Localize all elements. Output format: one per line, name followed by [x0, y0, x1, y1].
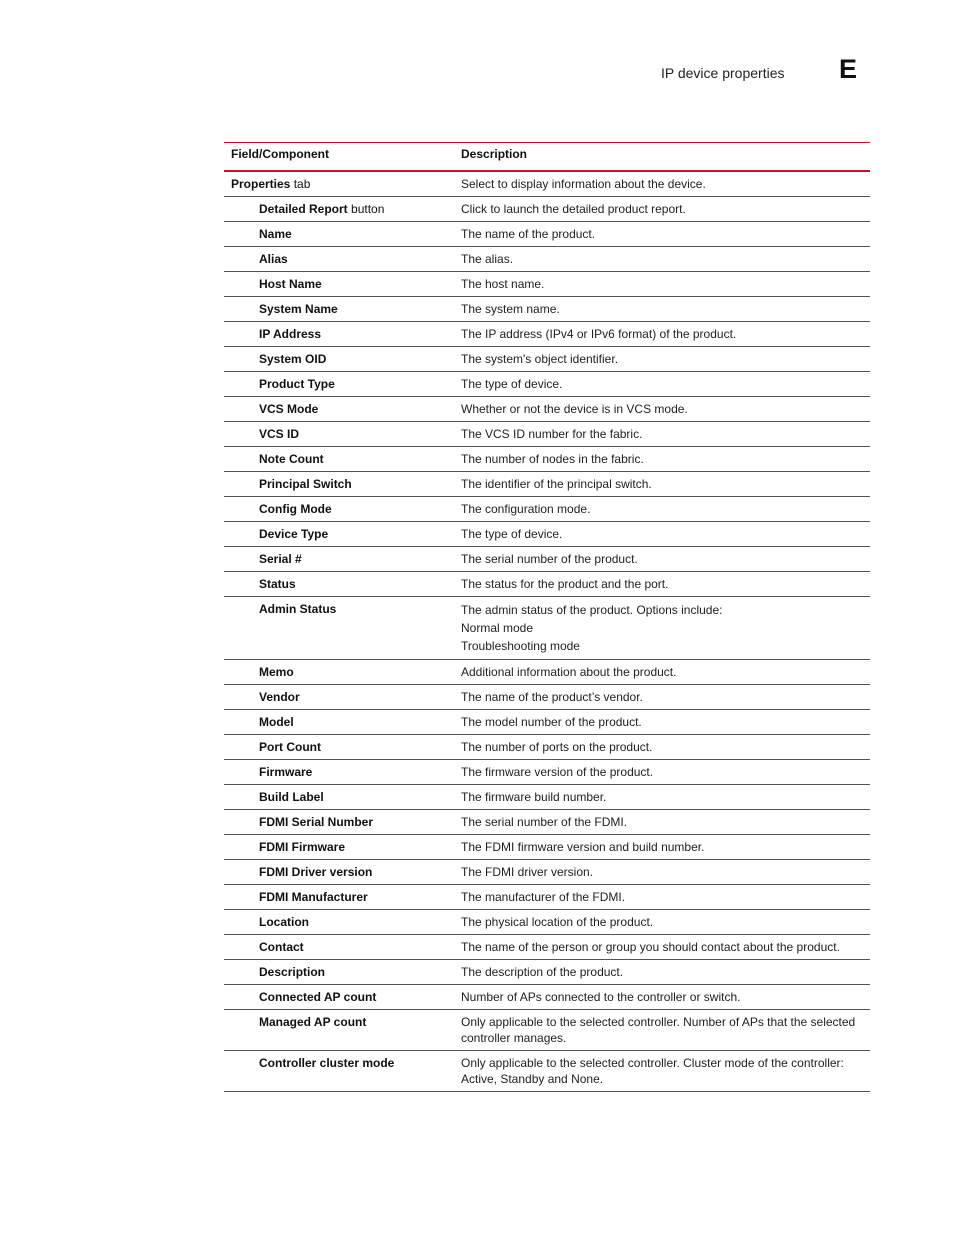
field-name: Note Count — [259, 452, 324, 466]
table-row — [224, 197, 870, 222]
table-row — [224, 660, 870, 685]
field-cell — [224, 885, 454, 909]
field-cell — [224, 247, 454, 271]
description-text: The identifier of the principal switch. — [461, 477, 652, 491]
description-cell — [454, 985, 870, 1009]
description-text: Click to launch the detailed product report. — [461, 202, 686, 216]
column-header-description: Description — [461, 147, 528, 161]
table-row — [224, 522, 870, 547]
field-name: Port Count — [259, 740, 321, 754]
description-cell — [454, 1051, 870, 1091]
description-cell — [454, 497, 870, 521]
field-name: System OID — [259, 352, 327, 366]
table-row — [224, 272, 870, 297]
table-row — [224, 422, 870, 447]
field-name: Serial # — [259, 552, 302, 566]
description-text: The alias. — [461, 252, 514, 266]
field-cell — [224, 297, 454, 321]
description-text: The configuration mode. — [461, 502, 591, 516]
description-text: The serial number of the product. — [461, 552, 638, 566]
field-name: Managed AP count — [259, 1015, 367, 1029]
table-row — [224, 497, 870, 522]
description-cell — [454, 247, 870, 271]
field-cell — [224, 422, 454, 446]
description-cell — [454, 935, 870, 959]
description-cell — [454, 885, 870, 909]
description-cell — [454, 760, 870, 784]
description-text: The name of the product’s vendor. — [461, 690, 643, 704]
description-text: The description of the product. — [461, 965, 624, 979]
properties-table — [224, 142, 870, 1092]
description-text: The system's object identifier. — [461, 352, 619, 366]
field-cell — [224, 785, 454, 809]
description-text: The manufacturer of the FDMI. — [461, 890, 626, 904]
field-name: Location — [259, 915, 309, 929]
description-cell — [454, 197, 870, 221]
field-cell — [224, 810, 454, 834]
field-cell — [224, 910, 454, 934]
description-text: Number of APs connected to the controller or switch. — [461, 990, 741, 1004]
field-name: Connected AP count — [259, 990, 377, 1004]
description-cell — [454, 397, 870, 421]
field-name: Config Mode — [259, 502, 332, 516]
field-cell — [224, 497, 454, 521]
description-cell — [454, 422, 870, 446]
field-cell — [224, 197, 454, 221]
description-cell — [454, 910, 870, 934]
description-text: Only applicable to the selected controller. Number of APs that the selected controller manages. — [461, 1015, 856, 1045]
table-row — [224, 372, 870, 397]
field-cell — [224, 322, 454, 346]
description-cell — [454, 597, 870, 659]
table-row — [224, 960, 870, 985]
table-row — [224, 735, 870, 760]
section-title: IP device properties — [661, 65, 785, 81]
field-name: Product Type — [259, 377, 335, 391]
description-cell — [454, 547, 870, 571]
description-text: The admin status of the product. Options include: — [461, 603, 723, 617]
table-row — [224, 885, 870, 910]
field-cell — [224, 960, 454, 984]
description-text: The host name. — [461, 277, 545, 291]
table-row — [224, 1010, 870, 1051]
field-cell — [224, 685, 454, 709]
field-name: Description — [259, 965, 326, 979]
description-text: The serial number of the FDMI. — [461, 815, 628, 829]
field-name: FDMI Driver version — [259, 865, 373, 879]
field-name: Properties — [231, 177, 291, 191]
field-cell — [224, 760, 454, 784]
field-type: button — [347, 202, 385, 216]
table-row — [224, 547, 870, 572]
field-cell — [224, 372, 454, 396]
field-name: IP Address — [259, 327, 322, 341]
description-cell — [454, 322, 870, 346]
field-name: FDMI Serial Number — [259, 815, 374, 829]
table-row — [224, 835, 870, 860]
description-cell — [454, 522, 870, 546]
table-header — [224, 143, 870, 172]
field-cell — [224, 660, 454, 684]
description-cell — [454, 785, 870, 809]
appendix-letter: E — [839, 54, 858, 84]
description-text: The system name. — [461, 302, 560, 316]
description-text: The FDMI driver version. — [461, 865, 594, 879]
description-cell — [454, 1010, 870, 1050]
description-text: The number of nodes in the fabric. — [461, 452, 644, 466]
field-name: Build Label — [259, 790, 324, 804]
field-name: Host Name — [259, 277, 322, 291]
field-cell — [224, 447, 454, 471]
description-cell — [454, 272, 870, 296]
table-row — [224, 785, 870, 810]
description-text: Only applicable to the selected controller. Cluster mode of the controller: Active, Standby and None. — [461, 1056, 844, 1086]
field-cell — [224, 222, 454, 246]
field-cell — [224, 710, 454, 734]
field-name: Firmware — [259, 765, 313, 779]
field-name: Name — [259, 227, 292, 241]
field-cell — [224, 1051, 454, 1091]
field-name: Status — [259, 577, 296, 591]
description-cell — [454, 810, 870, 834]
field-cell — [224, 985, 454, 1009]
description-cell — [454, 472, 870, 496]
table-row — [224, 397, 870, 422]
table-row — [224, 710, 870, 735]
option-text: Troubleshooting mode — [461, 639, 580, 653]
field-cell — [224, 597, 454, 659]
table-row — [224, 222, 870, 247]
table-body — [224, 172, 870, 1092]
description-cell — [454, 960, 870, 984]
field-cell — [224, 572, 454, 596]
field-name: Memo — [259, 665, 294, 679]
description-cell — [454, 685, 870, 709]
description-text: Additional information about the product. — [461, 665, 677, 679]
field-cell — [224, 522, 454, 546]
description-cell — [454, 835, 870, 859]
column-header-field: Field/Component — [231, 147, 329, 161]
description-cell — [454, 572, 870, 596]
description-text: The number of ports on the product. — [461, 740, 653, 754]
field-name: FDMI Firmware — [259, 840, 346, 854]
description-text: The FDMI firmware version and build number. — [461, 840, 705, 854]
table-row — [224, 297, 870, 322]
field-cell — [224, 347, 454, 371]
table-row — [224, 1051, 870, 1092]
description-cell — [454, 710, 870, 734]
description-cell — [454, 447, 870, 471]
description-cell — [454, 860, 870, 884]
field-cell — [224, 1010, 454, 1050]
description-text: The VCS ID number for the fabric. — [461, 427, 643, 441]
table-row — [224, 760, 870, 785]
description-cell — [454, 297, 870, 321]
table-row — [224, 685, 870, 710]
field-name: FDMI Manufacturer — [259, 890, 368, 904]
field-name: VCS Mode — [259, 402, 319, 416]
field-cell — [224, 735, 454, 759]
field-cell — [224, 272, 454, 296]
field-cell — [224, 547, 454, 571]
description-text: The name of the product. — [461, 227, 596, 241]
field-cell — [224, 472, 454, 496]
description-cell — [454, 735, 870, 759]
table-row — [224, 810, 870, 835]
description-text: Select to display information about the device. — [461, 177, 706, 191]
option-text: Normal mode — [461, 621, 534, 635]
description-text: The type of device. — [461, 377, 563, 391]
description-text: The status for the product and the port. — [461, 577, 669, 591]
table-row — [224, 472, 870, 497]
table-row — [224, 322, 870, 347]
description-text: The firmware build number. — [461, 790, 607, 804]
description-cell — [454, 222, 870, 246]
table-row — [224, 860, 870, 885]
table-row — [224, 597, 870, 660]
description-text: The IP address (IPv4 or IPv6 format) of the product. — [461, 327, 737, 341]
description-cell — [454, 372, 870, 396]
field-name: System Name — [259, 302, 338, 316]
field-cell — [224, 835, 454, 859]
table-row — [224, 347, 870, 372]
table-row — [224, 985, 870, 1010]
field-name: Principal Switch — [259, 477, 352, 491]
table-row — [224, 247, 870, 272]
table-row — [224, 910, 870, 935]
description-text: The firmware version of the product. — [461, 765, 654, 779]
description-text: The physical location of the product. — [461, 915, 654, 929]
field-name: Admin Status — [259, 602, 337, 616]
field-cell — [224, 172, 454, 196]
description-text: The model number of the product. — [461, 715, 642, 729]
field-cell — [224, 935, 454, 959]
description-text: The name of the person or group you should contact about the product. — [461, 940, 840, 954]
field-name: Device Type — [259, 527, 329, 541]
description-cell — [454, 660, 870, 684]
field-type: tab — [290, 177, 311, 191]
field-cell — [224, 397, 454, 421]
table-row — [224, 172, 870, 197]
field-name: Detailed Report — [259, 202, 348, 216]
description-text: Whether or not the device is in VCS mode. — [461, 402, 688, 416]
field-name: Vendor — [259, 690, 300, 704]
field-name: Model — [259, 715, 294, 729]
description-cell — [454, 347, 870, 371]
field-cell — [224, 860, 454, 884]
description-cell — [454, 172, 870, 196]
table-row — [224, 935, 870, 960]
field-name: Contact — [259, 940, 304, 954]
description-text: The type of device. — [461, 527, 563, 541]
table-row — [224, 447, 870, 472]
field-name: VCS ID — [259, 427, 300, 441]
table-row — [224, 572, 870, 597]
field-name: Controller cluster mode — [259, 1056, 395, 1070]
field-name: Alias — [259, 252, 288, 266]
